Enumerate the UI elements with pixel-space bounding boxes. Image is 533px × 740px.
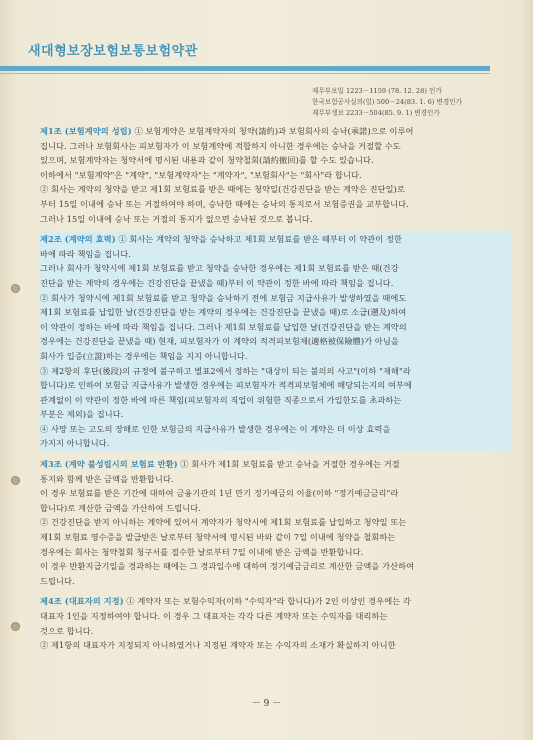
article-1 (40, 124, 512, 226)
page-number: － 9 － (251, 699, 282, 709)
article-title: 제1조 (보험계약의 성립) (40, 126, 132, 136)
approval-references (312, 86, 522, 119)
binder-hole (11, 284, 20, 293)
article-line: ② 회사는 계약의 청약을 받고 제1회 보험료를 받은 때에는 청약일(건강진단을 받는 계약은 진단일)로 (40, 184, 405, 195)
article-line: ② 제1항의 대표자가 지정되지 아니하였거나 지정된 계약자 또는 수익자의 소재가 확실하지 아니한 (40, 640, 396, 651)
article-line: 경우에는 건강진단을 끝냈을 때) 현재, 피보험자가 이 계약의 적격피보험체(適格被保險體)가 아님을 (40, 336, 399, 347)
article-line: 바에 따라 책임을 집니다. (40, 248, 131, 259)
article-2 (40, 232, 512, 451)
article-line: 있으며, 보험계약자는 청약서에 명시된 내용과 같이 청약철회(請約撤回)를 할 수도 있습니다. (40, 155, 374, 166)
article-line: 합니다)로 인하여 보험금 지급사유가 발생한 경우에는 피보험자가 적격피보험체에 해당되는지의 여부에 (40, 380, 413, 391)
article-line: 이 약관이 정하는 바에 따라 책임을 집니다. 그러나 제1회 보험료를 납입한 날(건강진단을 받는 계약의 (40, 321, 407, 332)
article-line: 그러나 15일 이내에 승낙 또는 거절의 통지가 없으면 승낙된 것으로 봅니다. (40, 213, 313, 224)
article-line: 부분은 제외)을 집니다. (40, 409, 124, 420)
article-line: 가지지 아니합니다. (40, 438, 110, 449)
approval-reference: 재무부보일 1223－1159 (78. 12. 28) 인가 (312, 87, 442, 95)
article-line: 이 경우 보험료를 받은 기간에 대하여 금융기관의 1년 만기 정기예금의 이율(이하 "정기예금금리"라 (40, 488, 399, 499)
page-title: 새대형보장보험보통보험약관 (28, 44, 198, 59)
article-line: ① 회사는 계약의 청약을 승낙하고 제1회 보험료를 받은 때부터 이 약관이 정한 (118, 234, 403, 245)
article-line: 합니다)로 계산한 금액을 가산하여 드립니다. (40, 502, 201, 513)
article-line: ② 건강진단을 받지 아니하는 계약에 있어서 계약자가 청약시에 제1회 보험료를 납입하고 청약일 또는 (40, 517, 407, 528)
article-line: 회사가 입증(立證)하는 경우에는 책임을 지지 아니합니다. (40, 350, 248, 361)
article-3 (40, 457, 512, 588)
article-line: 제1회 보험료를 납입한 날(건강진단을 받는 계약의 경우에는 건강진단을 끝냈을 때)로 소급(遡及)하여 (40, 307, 407, 318)
binder-hole (11, 622, 20, 631)
article-line: 집니다. 그러나 보험회사는 피보험자가 이 보험계약에 적합하지 아니한 경우에는 승낙을 거절할 수도 (40, 140, 401, 151)
article-line: 이 경우 반환지급기일을 경과하는 때에는 그 경과일수에 대하여 정기예금금리로 계산한 금액을 가산하여 (40, 561, 415, 572)
article-line: ① 보험계약은 보험계약자의 청약(請約)과 보험회사의 승낙(承諾)으로 이루어 (134, 126, 414, 136)
article-title: 제4조 (대표자의 지정) (40, 596, 124, 607)
article-line: 진단을 받는 계약의 경우에는 건강진단을 끝냈을 때)부터 이 약관이 정한 바에 따라 책임을 집니다. (40, 277, 394, 288)
title-underline-thin (0, 73, 490, 74)
article-line: 이하에서 "보험계약"은 "계약", "보험계약자"는 "계약자", "보험회사"는 "회사"라 합니다. (40, 169, 362, 180)
article-4 (40, 594, 512, 652)
terms-body (40, 124, 512, 659)
article-line: 관계없이 이 약관이 정한 바에 따른 책임(피보험자의 직업이 위험한 직종으로서 가입한도를 초과하는 (40, 394, 402, 405)
article-line: ③ 제2항의 후단(後段)의 규정에 불구하고 별표2에서 정하는 "대상이 되는 불의의 사고"(이하 "재해"라 (40, 365, 411, 376)
article-title: 제2조 (계약의 효력) (40, 234, 116, 245)
article-line: 대표자 1인을 지정하여야 합니다. 이 경우 그 대표자는 각각 다른 계약자 또는 수익자를 대리하는 (40, 611, 388, 621)
article-line: 부터 15일 이내에 승낙 또는 거절하여야 하며, 승낙한 때에는 승낙의 통지로서 보험증권을 교부합니다. (40, 198, 409, 209)
title-underline (0, 66, 490, 71)
article-line: 제1회 보험료 영수증을 발급받은 날로부터 청약서에 명시된 바와 같이 7일 이내에 청약을 철회하는 (40, 532, 396, 543)
binder-hole (11, 476, 20, 485)
article-line: 경우에는 회사는 청약철회 청구서를 접수한 날로부터 7일 이내에 받은 금액을 반환합니다. (40, 546, 364, 557)
article-line: ① 계약자 또는 보험수익자(이하 "수익자"라 합니다)가 2인 이상인 경우에는 각 (126, 596, 411, 607)
article-line: ② 회사가 청약시에 제1회 보험료를 받고 청약을 승낙하기 전에 보험금 지급사유가 발생하였을 때에도 (40, 292, 407, 303)
approval-reference: 재무부생보 2233－504(85. 9. 1) 변경인가 (312, 109, 440, 117)
approval-reference: 한국보험공사실의(일) 500－24(83. 1. 6) 변경인가 (312, 98, 463, 106)
article-line: 통지와 함께 받은 금액을 반환합니다. (40, 473, 174, 484)
article-line: ① 회사가 제1회 보험료를 받고 승낙을 거절한 경우에는 거절 (180, 459, 400, 470)
article-line: ④ 사망 또는 고도의 장해로 인한 보험금의 지급사유가 발생한 경우에는 이 계약은 더 이상 효력을 (40, 423, 391, 434)
article-title: 제3조 (계약 불성립시의 보험료 반환) (40, 459, 178, 470)
article-line: 것으로 합니다. (40, 625, 94, 636)
article-line: 드립니다. (40, 575, 75, 586)
article-line: 그러나 회사가 청약시에 제1회 보험료를 받고 청약을 승낙한 경우에는 제1회 보험료를 받은 때(건강 (40, 263, 399, 274)
